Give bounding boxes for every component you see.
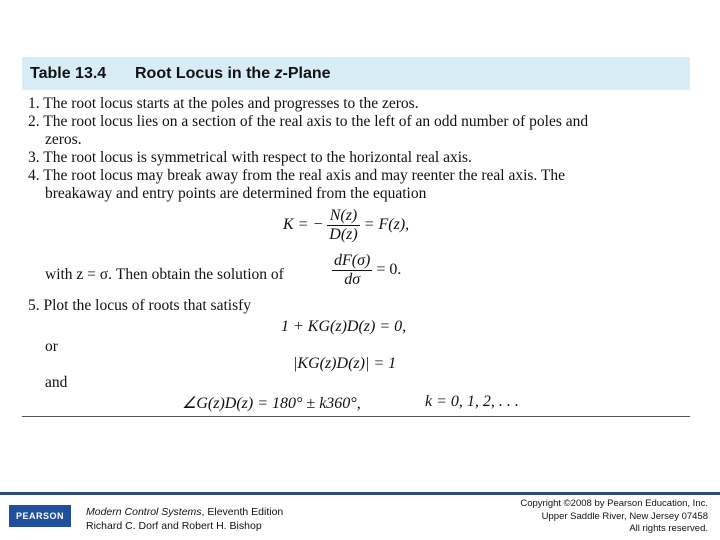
book-title-line <box>86 505 283 519</box>
table-title <box>135 65 331 83</box>
k-equation <box>283 207 409 244</box>
title-variable: z <box>274 64 283 82</box>
derivative-rhs: = 0. <box>376 261 402 279</box>
table-bottom-rule <box>22 416 690 417</box>
footer-book-info <box>86 505 283 533</box>
pearson-logo: PEARSON <box>9 505 71 527</box>
title-suffix: -Plane <box>282 64 331 82</box>
derivative-fraction <box>332 252 372 289</box>
copyright-text: Copyright ©2008 by Pearson Education, Inc. <box>520 498 708 509</box>
magnitude-equation: |KG(z)D(z)| = 1 <box>293 355 397 372</box>
item-3: 3. The root locus is symmetrical with respect to the horizontal real axis. <box>28 149 472 166</box>
footer-divider <box>0 492 720 495</box>
k-numerator: N(z) <box>327 207 359 226</box>
derivative-denominator: dσ <box>344 271 361 288</box>
table-header <box>22 57 690 90</box>
k-fraction <box>327 207 359 244</box>
publisher-address: Upper Saddle River, New Jersey 07458 <box>541 510 708 522</box>
item-1: 1. The root locus starts at the poles and progresses to the zeros. <box>28 95 419 112</box>
derivative-numerator: dF(σ) <box>334 252 371 269</box>
item-4-line-1: 4. The root locus may break away from the real axis and may reenter the real axis. The <box>28 167 565 184</box>
item-2-line-1: 2. The root locus lies on a section of the real axis to the left of an odd number of poles and <box>28 113 589 130</box>
k-equation-rhs: = F(z), <box>363 216 410 234</box>
book-title: Modern Control Systems <box>86 506 202 518</box>
with-text: with z = σ. Then obtain the solution of <box>45 266 284 283</box>
book-edition: , Eleventh Edition <box>201 506 284 518</box>
characteristic-equation: 1 + KG(z)D(z) = 0, <box>281 318 407 335</box>
or-text: or <box>45 338 58 355</box>
k-equation-lhs: K = − <box>283 216 324 234</box>
book-authors: Richard C. Dorf and Robert H. Bishop <box>86 520 262 532</box>
footer-copyright <box>520 498 708 536</box>
k-denominator: D(z) <box>329 226 358 243</box>
item-4-line-2: breakaway and entry points are determined from the equation <box>45 185 427 202</box>
angle-equation: ∠G(z)D(z) = 180° ± k360°, <box>182 395 361 412</box>
table-number: Table 13.4 <box>30 64 107 82</box>
and-text: and <box>45 374 68 391</box>
derivative-equation <box>332 252 401 289</box>
title-prefix: Root Locus in the <box>135 64 275 82</box>
k-values: k = 0, 1, 2, . . . <box>425 393 519 410</box>
item-2-line-2: zeros. <box>45 131 82 148</box>
rights-text: All rights reserved. <box>629 523 708 534</box>
item-5: 5. Plot the locus of roots that satisfy <box>28 297 252 314</box>
